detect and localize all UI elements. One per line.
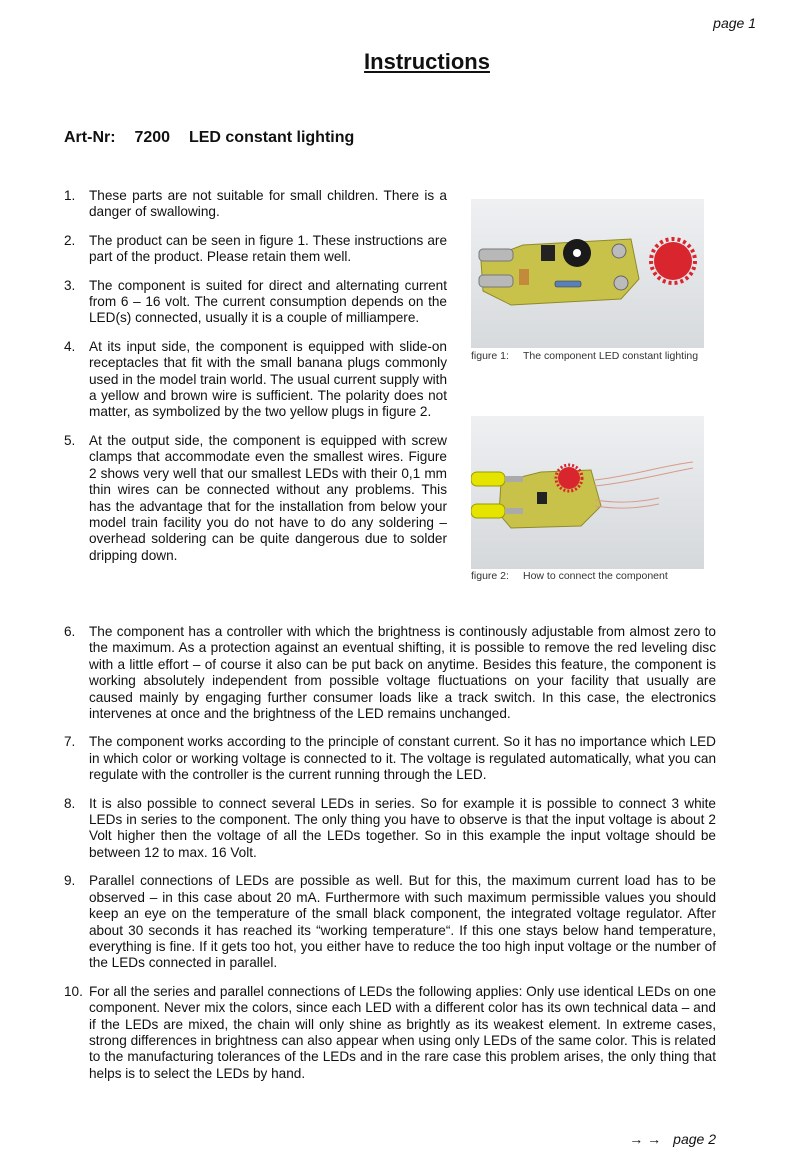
item-number: 9. <box>64 873 76 889</box>
instruction-list-lower <box>64 624 716 1094</box>
list-item <box>64 278 447 327</box>
item-text: The component works according to the principle of constant current. So it has no importance which LED in which color or working voltage is connected to it. The voltage is regulated automatically, what you can regulate with the controller is the current running through the LED. <box>89 734 716 783</box>
figure-2-caption <box>471 570 668 582</box>
item-number: 3. <box>64 277 76 293</box>
figure-1-photo <box>471 199 704 348</box>
next-page-label: page 2 <box>673 1131 716 1147</box>
item-text: These parts are not suitable for small children. There is a danger of swallowing. <box>89 188 447 220</box>
list-item <box>64 873 716 971</box>
item-number: 4. <box>64 338 76 354</box>
list-item <box>64 796 716 862</box>
list-item <box>64 339 447 421</box>
item-text: Parallel connections of LEDs are possible as well. But for this, the maximum current load has to be observed – in this case about 20 mA. Furthermore with such maximum permissible values you should keep an eye on the temperature of the small black component, the integrated voltage regulator. After about 30 seconds it has reached its “working temperature“. If this one stays below hand temperature, everything is fine. If it gets too hot, you either have to reduce the too high input voltage or the number of the LEDs connected in parallel. <box>89 873 716 971</box>
list-item <box>64 233 447 266</box>
item-number: 2. <box>64 232 76 248</box>
list-item <box>64 624 716 722</box>
figure-label: figure 1: <box>471 350 509 362</box>
item-number: 7. <box>64 734 76 750</box>
instruction-list-upper <box>64 188 447 576</box>
page-number: page 1 <box>713 15 756 31</box>
figure-2-photo <box>471 416 704 569</box>
item-number: 8. <box>64 795 76 811</box>
item-text: At its input side, the component is equipped with slide-on receptacles that fit with the small banana plugs commonly used in the model train world. The usual current supply with a yellow and brown wire is sufficient. The polarity does not matter, as symbolized by the two yellow plugs in figure 2. <box>89 338 447 420</box>
document-title: Instructions <box>364 49 490 74</box>
connection-photo-illustration <box>471 416 704 569</box>
list-item <box>64 433 447 564</box>
list-item <box>64 984 716 1082</box>
item-number: 6. <box>64 624 76 639</box>
item-text: The component is suited for direct and alternating current from 6 – 16 volt. The current consumption depends on the LED(s) connected, usually it is a couple of milliampere. <box>89 277 447 326</box>
article-number: 7200 <box>134 129 171 146</box>
article-label: Art-Nr: <box>64 129 116 146</box>
article-name: LED constant lighting <box>188 129 355 146</box>
arrow-right-icon: → → <box>629 1131 662 1147</box>
item-number: 1. <box>64 188 76 203</box>
pcb-photo-illustration <box>471 199 704 348</box>
item-text: At the output side, the component is equipped with screw clamps that accommodate even the smallest wires. Figure 2 shows very well that our smallest LEDs with their 0,1 mm thin wires can be connected without any problems. This has the advantage that for the installation from below your model train facility you do not have to do any soldering – overhead soldering can be quite dangerous due to solder dripping down. <box>89 432 447 563</box>
item-text: For all the series and parallel connections of LEDs the following applies: Only use identical LEDs on one component. Never mix the colors, since each LED with a different color has its own technical data – and if the LEDs are mixed, the chain will only shine as brightly as its weakest element. In extreme cases, strong differences in brightness can also appear when using only LEDs of the same color. This is related to the manufacturing tolerances of the LEDs and in the rare case this problem arises, the only thing that helps is to select the LEDs by hand. <box>89 983 716 1081</box>
item-text: The product can be seen in figure 1. These instructions are part of the product. Please retain them well. <box>89 232 447 265</box>
article-heading <box>64 129 354 147</box>
item-number: 5. <box>64 432 76 448</box>
next-page-indicator <box>629 1131 716 1147</box>
list-item <box>64 734 716 783</box>
item-text: It is also possible to connect several LEDs in series. So for example it is possible to connect 3 white LEDs in series to the component. The only thing you have to observe is that the input voltage is about 2 Volt higher then the voltage of all the LEDs together. So in this example the input voltage should be between 12 to max. 16 Volt. <box>89 795 716 860</box>
figure-caption-text: How to connect the component <box>523 570 668 582</box>
item-text: The component has a controller with which the brightness is continously adjustable from almost zero to the maximum. As a protection against an eventual shifting, it is possible to remove the red leveling disc with a little effort – of course it also can be put back on anytime. Besides this feature, the component is working absolutely independent from possible voltage fluctuations on your facility that usually are caused mainly by engaging further consumer loads like a track switch. In this case, the electronics intervenes at once and the brightness of the LED remains unchanged. <box>89 624 716 722</box>
item-number: 10. <box>64 983 83 999</box>
figure-1-caption <box>471 350 698 362</box>
list-item <box>64 188 447 221</box>
figure-caption-text: The component LED constant lighting <box>523 350 699 362</box>
figure-label: figure 2: <box>471 570 509 582</box>
